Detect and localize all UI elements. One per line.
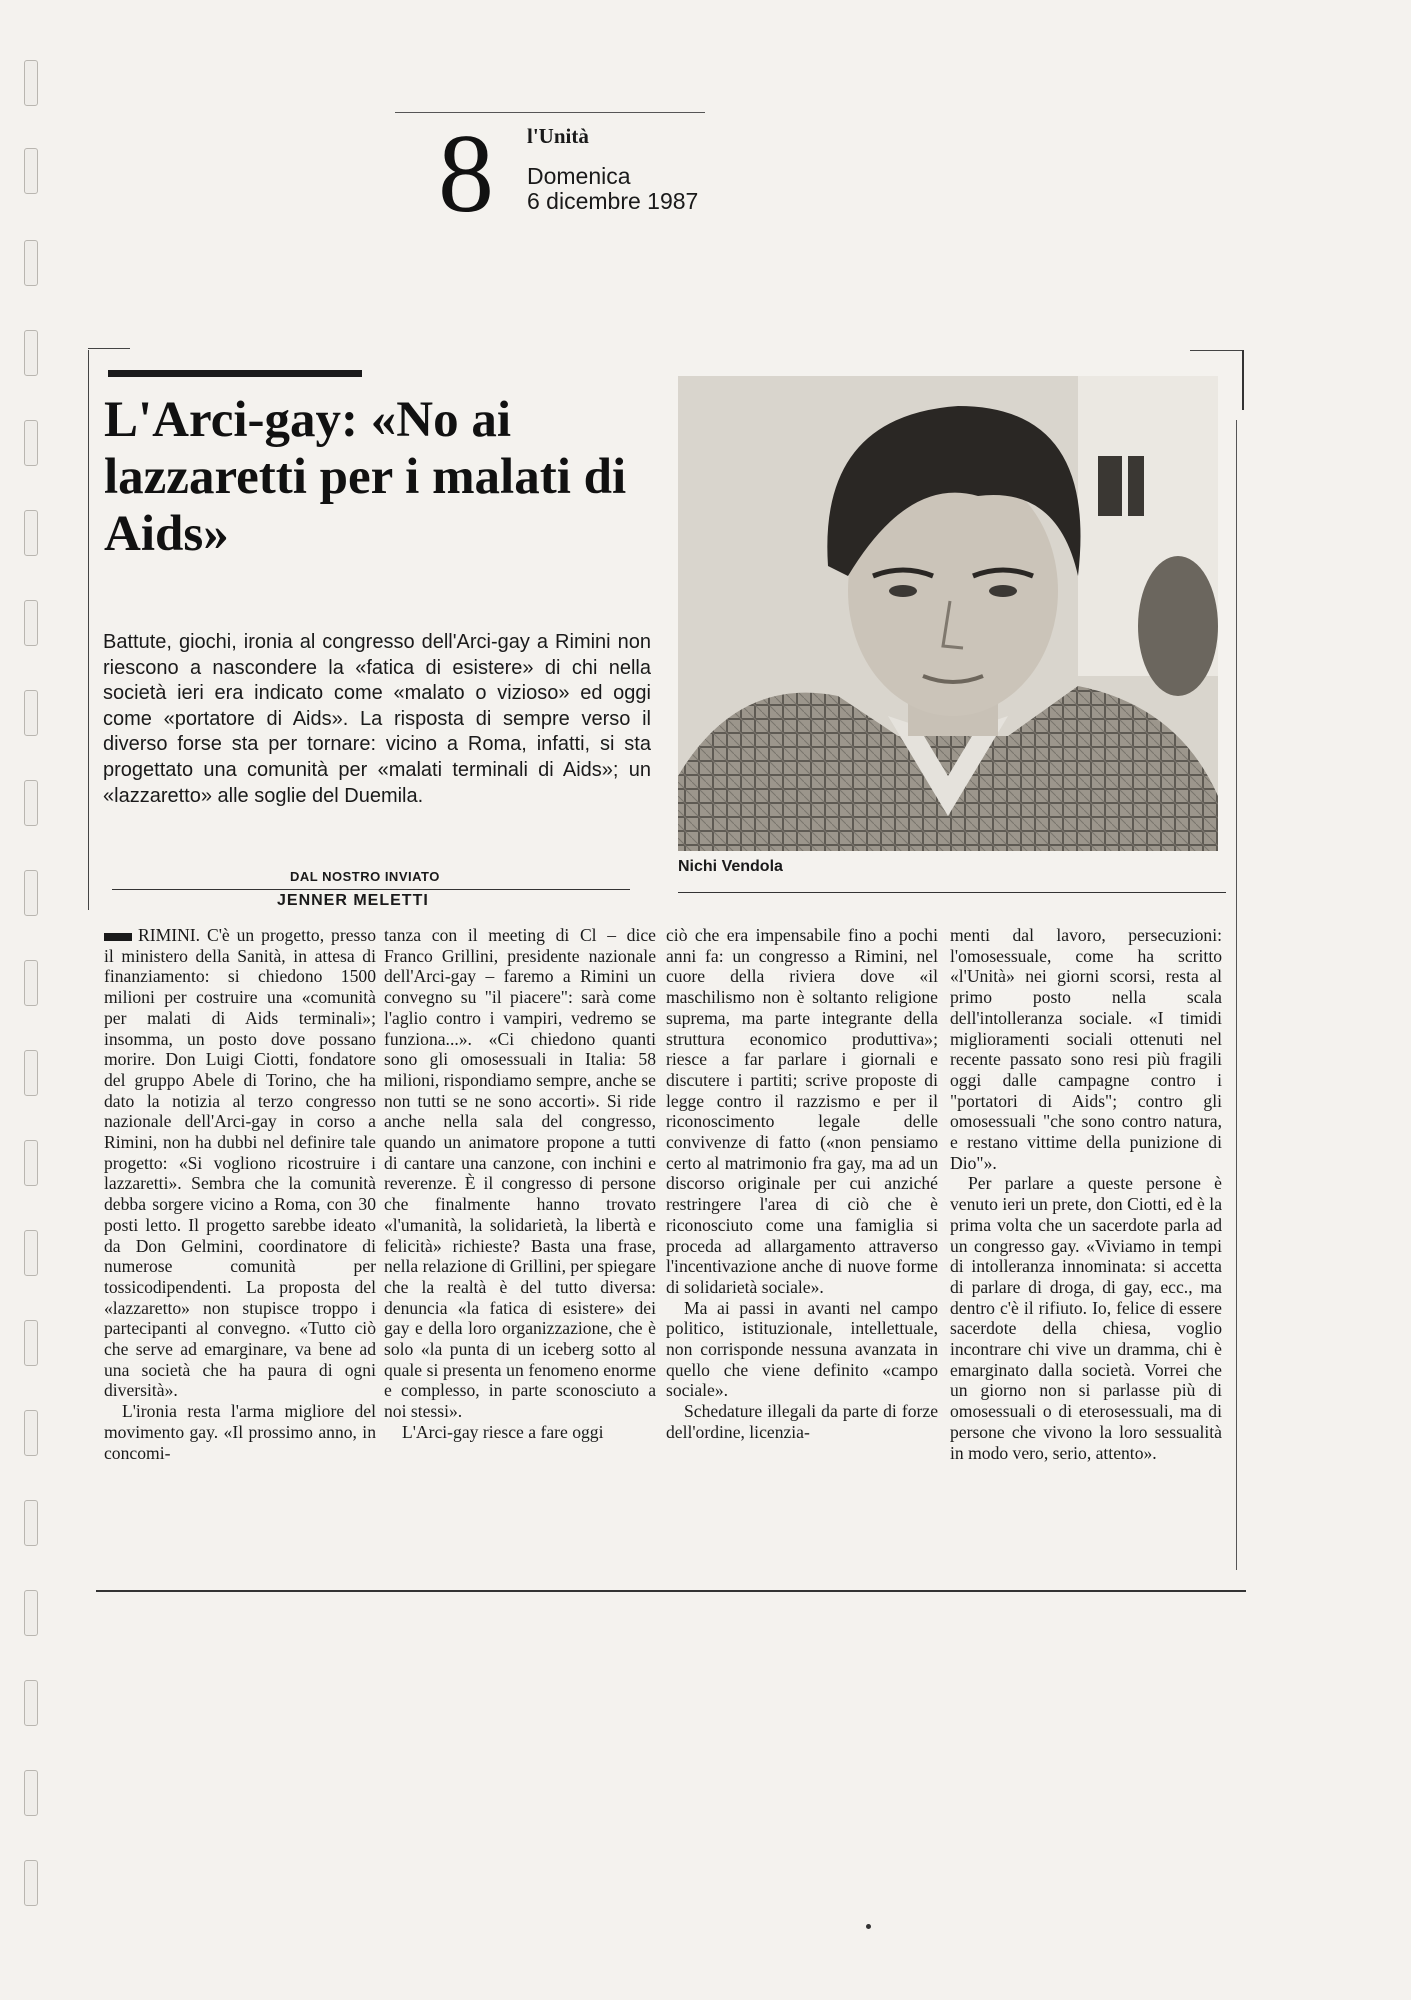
clipping-frame [1190,350,1242,351]
binder-hole-icon [24,870,38,916]
paragraph: Schedature illegali da parte di forze dell'ordine, licenzia- [666,1401,938,1442]
binder-hole-icon [24,60,38,106]
paragraph: L'ironia resta l'arma migliore del movimento gay. «Il prossimo anno, in concomi- [104,1401,376,1463]
clipping-frame [88,350,89,910]
byline-rule [112,889,630,890]
binder-holes [14,0,54,2000]
binder-hole-icon [24,1050,38,1096]
clipping-frame [1242,350,1244,410]
article-column-3 [666,925,938,1443]
article-lede: Battute, giochi, ironia al congresso dell'Arci-gay a Rimini non riescono a nascondere la «fatica di esistere» di chi nella società ieri era indicato come «malato o vizioso» ed oggi come «portatore di Aids». La risposta di sempre verso il diverso forse sta per tornare: vicino a Roma, infatti, si sta progettato una comunità per «malati terminali di Aids»; un «lazzaretto» alle soglie del Duemila. [103,631,651,807]
headline-bar [108,370,362,377]
paragraph: menti dal lavoro, persecuzioni: l'omosessuale, come ha scritto «l'Unità» nei giorni scorsi, resta al primo posto nella scala dell'intolleranza sociale. «I timidi miglioramenti sociali ottenuti nel recente passato sono resi più fragili oggi dalle campagne contro i "portatori di Aids"; contro gli omosessuali "che sono contro natura, e restano vittime della punizione di Dio"». [950,925,1222,1173]
paragraph: Ma ai passi in avanti nel campo politico, istituzionale, intellettuale, non corrisponde nessuna avanzata in quello che viene definito «campo sociale». [666,1297,938,1401]
binder-hole-icon [24,1860,38,1906]
article-bottom-rule [96,1590,1246,1592]
binder-hole-icon [24,780,38,826]
binder-hole-icon [24,1140,38,1186]
byline-label: DAL NOSTRO INVIATO [290,869,440,884]
binder-hole-icon [24,960,38,1006]
binder-hole-icon [24,148,38,194]
ink-speck [866,1924,871,1929]
paragraph: L'Arci-gay riesce a fare oggi [402,1421,604,1442]
paragraph [104,925,376,1401]
issue-day: Domenica [527,163,631,189]
paragraph: ciò che era impensabile fino a pochi anni fa: un congresso a Rimini, nel cuore della riviera dove «il maschilismo non è soltanto religione suprema, ma parte integrante della struttura economico produttiva»; riesce a far parlare i giornali e discutere i partiti; scrive proposte di legge contro il razzismo e per il riconoscimento legale delle convivenze di fatto («non pensiamo certo al matrimonio fra gay, ma ad un discorso originale per cui anziché restringere l'area di ciò che è riconosciuto come una famiglia si proceda ad allargamento attraverso l'incentivazione anche di nuove forme di solidarietà sociale». [666,925,938,1297]
binder-hole-icon [24,1320,38,1366]
byline-author: JENNER MELETTI [277,892,429,909]
photo-caption: Nichi Vendola [678,858,783,875]
page-number: 8 [438,112,494,236]
binder-hole-icon [24,1410,38,1456]
portrait-photo [678,376,1218,851]
binder-hole-icon [24,690,38,736]
binder-hole-icon [24,240,38,286]
issue-date: 6 dicembre 1987 [527,188,699,214]
article-column-4 [950,925,1222,1463]
portrait-illustration [678,376,1218,851]
binder-hole-icon [24,510,38,556]
article-headline: L'Arci-gay: «No ai lazzaretti per i malati di Aids» [104,392,627,562]
binder-hole-icon [24,1230,38,1276]
binder-hole-icon [24,600,38,646]
binder-hole-icon [24,330,38,376]
clipping-frame [88,348,130,349]
binder-hole-icon [24,1770,38,1816]
paragraph: Per parlare a queste persone è venuto ieri un prete, don Ciotti, ed è la prima volta che un sacerdote parla ad un congresso gay. «Viviamo in tempi di intolleranza innominata: si accetta di parlare di droga, di gay, ecc., ma dentro c'è il rifiuto. Io, felice di essere sacerdote della chiesa, voglio incontrare chi vive un dramma, chi è emarginato dalla società. Vorrei che un giorno non si parlasse più di omosessuali o di eterosessuali, ma di persone che vivono la loro sessualità in modo vero, serio, attento». [950,1173,1222,1463]
clipping-frame [1236,420,1237,1570]
paragraph-text: RIMINI. C'è un progetto, presso il ministero della Sanità, in attesa di finanziamento: si chiedono 1500 milioni per costruire una «comunità per malati di Aids terminali»; insomma, un posto dove possano morire. Don Luigi Ciotti, fondatore del gruppo Abele di Torino, che ha dato la notizia al terzo congresso nazionale dell'Arci-gay in corso a Rimini, non ha dubbi nel definire tale progetto: «Si vogliono ricostruire i lazzaretti». Sembra che la comunità debba sorgere vicino a Roma, con 30 posti letto. Il progetto sarebbe ideato da Don Gelmini, coordinatore di numerose comunità per tossicodipendenti. La proposta del «lazzaretto» non stupisce troppo i partecipanti al convegno. «Tutto ciò che serve ad emarginare, va bene ad una società che ha paura di ogni diversità». [104,925,376,1401]
dateline-mark [104,933,132,941]
binder-hole-icon [24,1680,38,1726]
article-column-2 [384,925,656,1443]
newspaper-name: l'Unità [527,124,589,148]
binder-hole-icon [24,420,38,466]
caption-rule [678,892,1226,893]
binder-hole-icon [24,1590,38,1636]
article-column-1 [104,925,376,1463]
paragraph: tanza con il meeting di Cl – dice Franco Grillini, presidente nazionale dell'Arci-gay – faremo a Rimini un convegno su "il piacere": sarà come l'aglio contro i vampiri, vedremo se funziona...». «Ci chiedono quanti sono gli omosessuali in Italia: 58 milioni, rispondiamo sempre, anche se non tutti se ne sono accorti». Si ride anche nella sala del congresso, quando un animatore propone a tutti di cantare una canzone, con inchini e reverenze. È il congresso di persone che finalmente hanno trovato «l'umanità, la solidarietà, la libertà e felicità» richieste? Basta una frase, nella relazione di Grillini, per spiegare che la realtà è del tutto diversa: denuncia «la fatica di esistere» dei gay e della loro organizzazione, che è solo «la punta di un iceberg sotto al quale si presenta un fenomeno enorme e complesso, in parte sconosciuto a noi stessi». [384,925,656,1422]
binder-hole-icon [24,1500,38,1546]
